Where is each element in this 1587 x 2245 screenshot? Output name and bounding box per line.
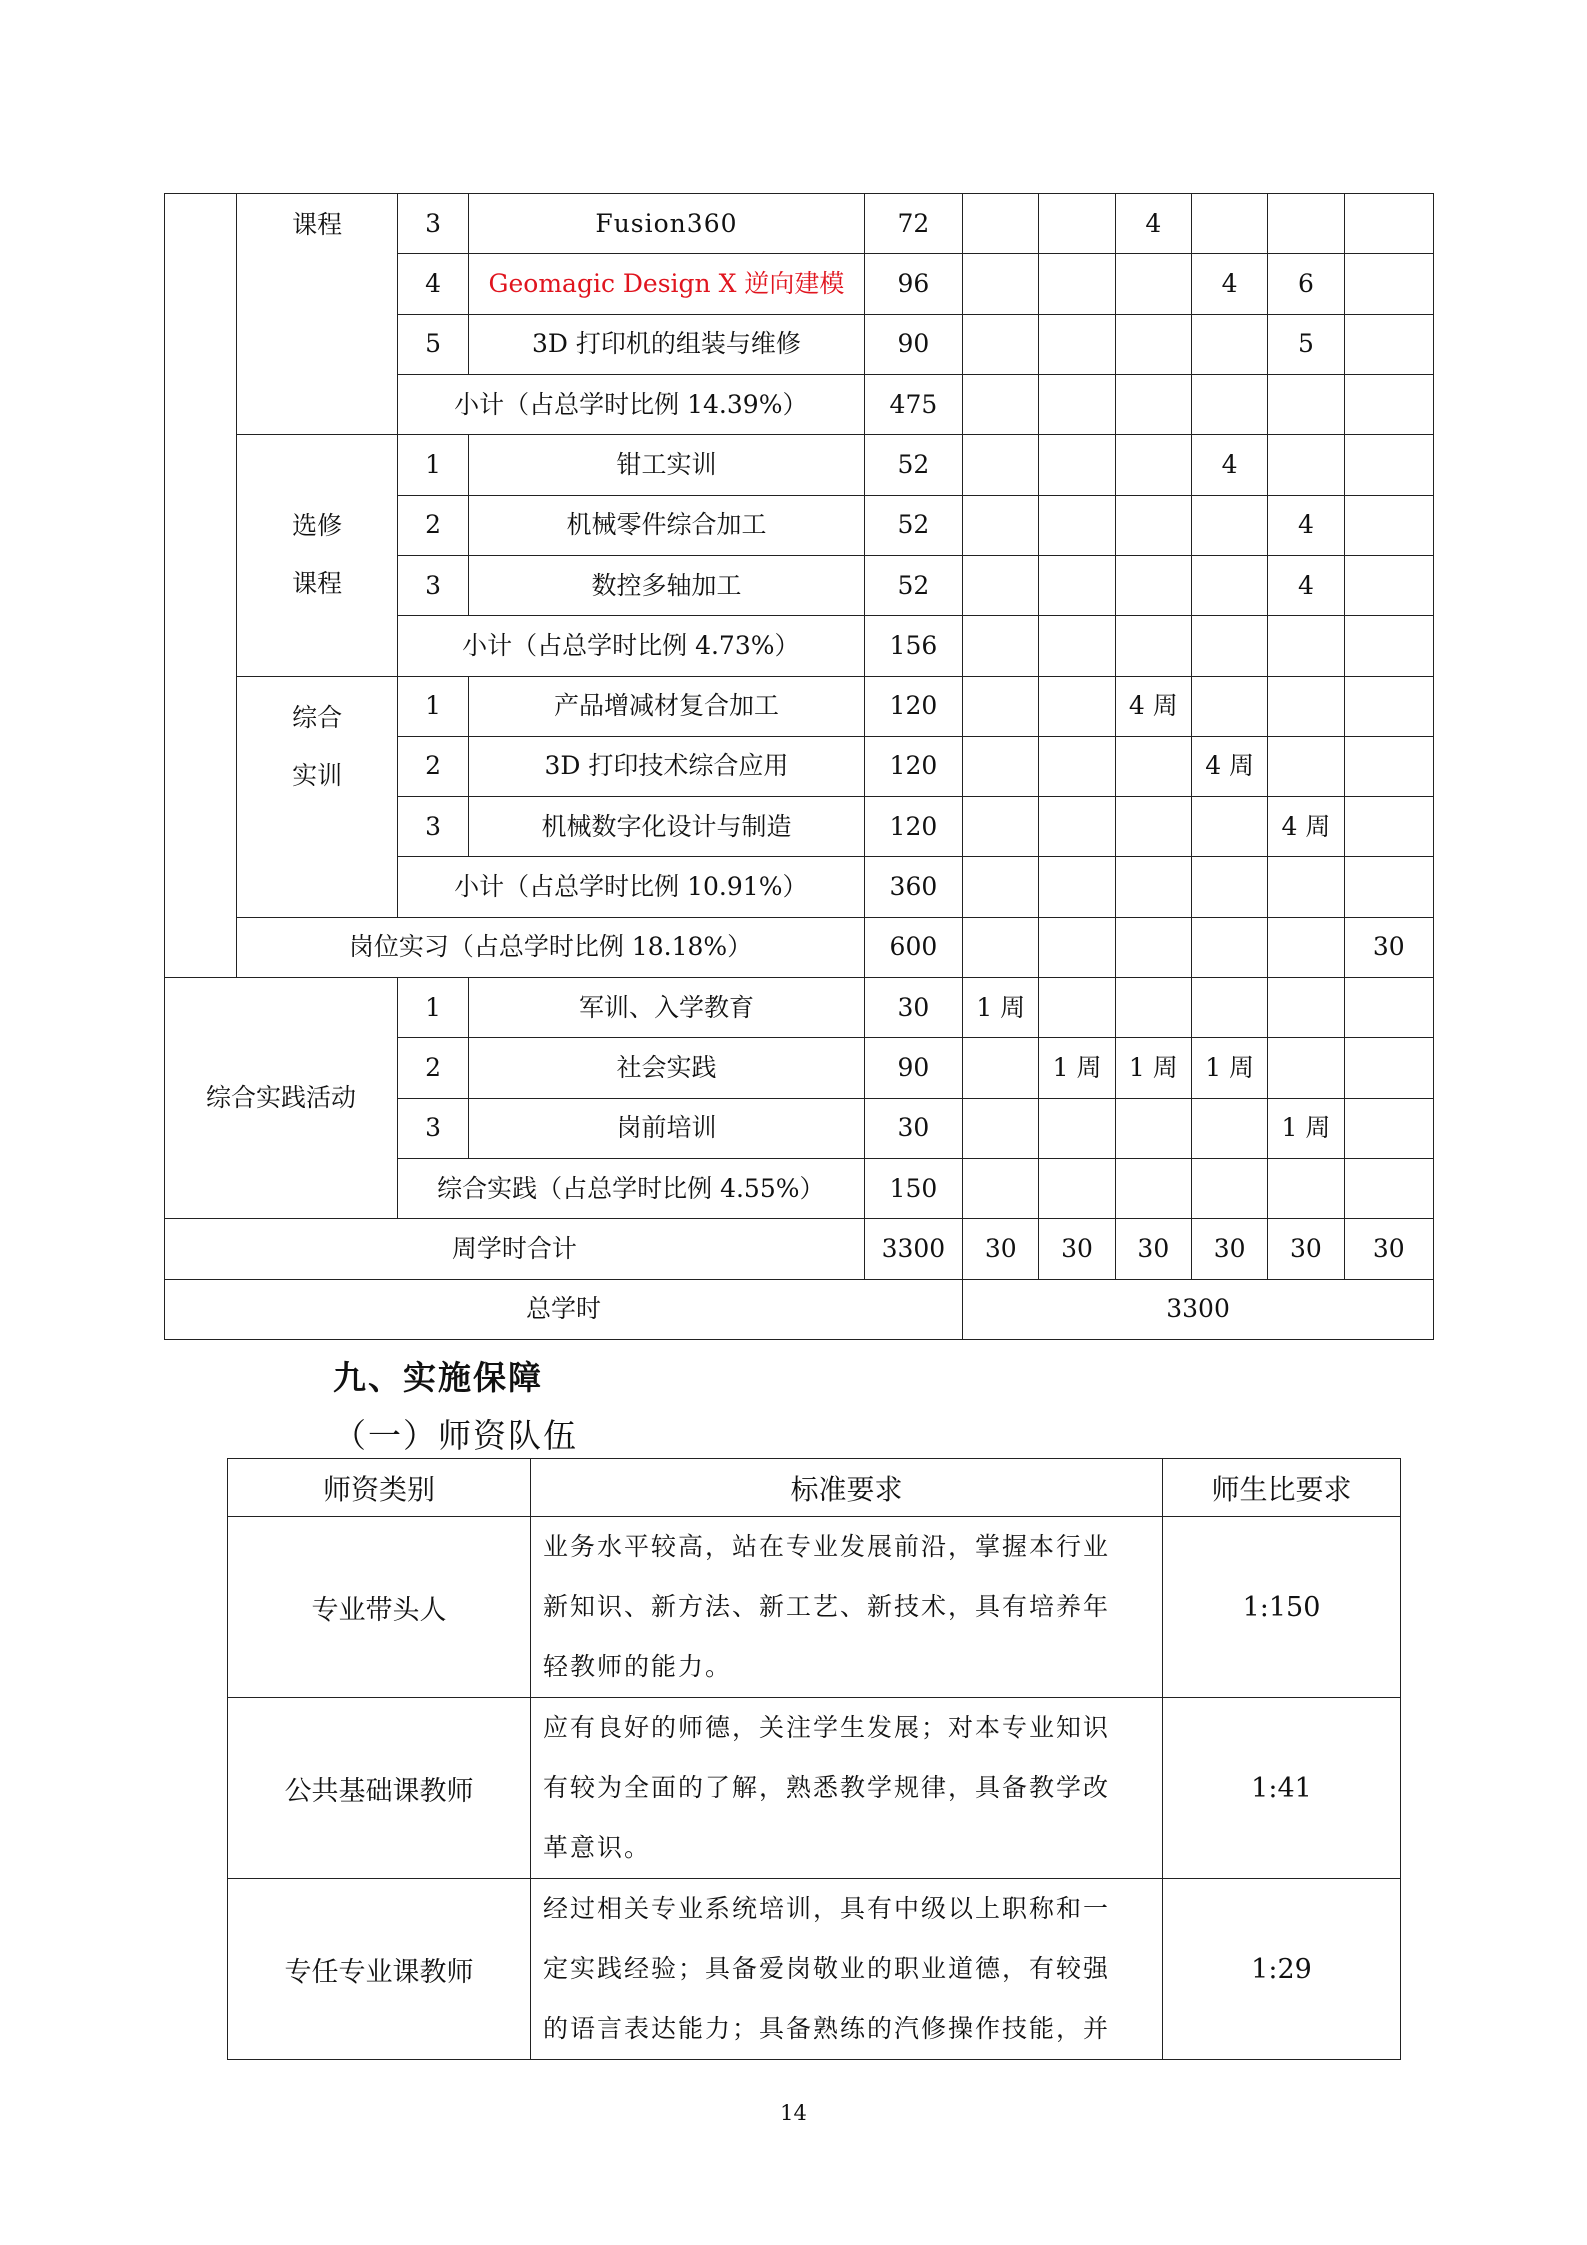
semester-cell: 1 周	[1039, 1038, 1115, 1098]
staff-type: 公共基础课教师	[228, 1698, 531, 1879]
hours-cell: 96	[864, 254, 962, 314]
course-name: 机械零件综合加工	[469, 495, 865, 555]
column-header: 师资类别	[228, 1459, 531, 1517]
hours-cell: 150	[864, 1159, 962, 1219]
table-row	[165, 1279, 1434, 1339]
row-number: 3	[397, 1098, 468, 1158]
ratio-cell: 1:150	[1163, 1517, 1401, 1698]
semester-cell: 4	[1115, 194, 1191, 254]
course-name: Geomagic Design X 逆向建模	[469, 254, 865, 314]
course-name: 机械数字化设计与制造	[469, 797, 865, 857]
column-header: 师生比要求	[1163, 1459, 1401, 1517]
hours-cell: 90	[864, 1038, 962, 1098]
subsection-heading: （一）师资队伍	[333, 1416, 578, 1455]
hours-cell: 600	[864, 917, 962, 977]
row-number: 3	[397, 797, 468, 857]
hours-cell: 30	[864, 1098, 962, 1158]
section-heading: 九、实施保障	[333, 1358, 543, 1397]
course-name: 社会实践	[469, 1038, 865, 1098]
group-label: 选修 课程	[237, 435, 398, 676]
row-number: 2	[397, 736, 468, 796]
row-number: 5	[397, 314, 468, 374]
semester-cell: 4 周	[1115, 676, 1191, 736]
table-row	[165, 435, 1434, 495]
semester-cell: 30	[1039, 1219, 1115, 1279]
total-hours-value: 3300	[963, 1279, 1434, 1339]
hours-cell: 90	[864, 314, 962, 374]
page-number: 14	[780, 2101, 807, 2125]
table-row	[165, 1219, 1434, 1279]
semester-cell: 30	[1344, 1219, 1433, 1279]
group-label: 课程	[237, 194, 398, 435]
internship-label: 岗位实习（占总学时比例 18.18%）	[237, 917, 864, 977]
requirement-text: 经过相关专业系统培训，具有中级以上职称和一 定实践经验；具备爱岗敬业的职业道德，有较强 的语言表达能力；具备熟练的汽修操作技能，并	[531, 1879, 1163, 2060]
hours-cell: 72	[864, 194, 962, 254]
course-name: 军训、入学教育	[469, 978, 865, 1038]
subtotal-label: 小计（占总学时比例 10.91%）	[397, 857, 864, 917]
semester-cell: 1 周	[963, 978, 1039, 1038]
row-number: 3	[397, 194, 468, 254]
semester-cell: 30	[1191, 1219, 1267, 1279]
semester-cell: 1 周	[1191, 1038, 1267, 1098]
course-name: 钳工实训	[469, 435, 865, 495]
course-name: 岗前培训	[469, 1098, 865, 1158]
total-hours-label: 总学时	[165, 1279, 963, 1339]
course-name: 3D 打印技术综合应用	[469, 736, 865, 796]
semester-cell: 30	[1268, 1219, 1344, 1279]
table-row	[228, 1879, 1401, 2060]
semester-cell: 4	[1268, 555, 1344, 615]
hours-cell: 3300	[864, 1219, 962, 1279]
semester-cell: 4	[1191, 435, 1267, 495]
semester-cell: 5	[1268, 314, 1344, 374]
hours-cell: 475	[864, 374, 962, 434]
row-number: 2	[397, 1038, 468, 1098]
semester-cell: 4	[1268, 495, 1344, 555]
semester-cell: 30	[963, 1219, 1039, 1279]
row-number: 4	[397, 254, 468, 314]
semester-cell: 30	[1344, 917, 1433, 977]
semester-cell: 1 周	[1115, 1038, 1191, 1098]
weekly-total-label: 周学时合计	[165, 1219, 865, 1279]
row-number: 3	[397, 555, 468, 615]
row-number: 2	[397, 495, 468, 555]
hours-cell: 120	[864, 797, 962, 857]
row-number: 1	[397, 435, 468, 495]
row-number: 1	[397, 676, 468, 736]
hours-cell: 30	[864, 978, 962, 1038]
semester-cell: 4 周	[1268, 797, 1344, 857]
table-row	[228, 1517, 1401, 1698]
semester-cell: 1 周	[1268, 1098, 1344, 1158]
course-name: 数控多轴加工	[469, 555, 865, 615]
hours-cell: 156	[864, 616, 962, 676]
table-row	[165, 676, 1434, 736]
hours-cell: 120	[864, 676, 962, 736]
semester-cell: 4 周	[1191, 736, 1267, 796]
hours-cell: 52	[864, 435, 962, 495]
requirement-text: 应有良好的师德，关注学生发展；对本专业知识 有较为全面的了解，熟悉教学规律，具备教学改 革意识。	[531, 1698, 1163, 1879]
semester-cell: 4	[1191, 254, 1267, 314]
group-label: 综合实践活动	[165, 978, 398, 1219]
hours-cell: 52	[864, 495, 962, 555]
hours-cell: 360	[864, 857, 962, 917]
table-row	[165, 194, 1434, 254]
group-label: 综合 实训	[237, 676, 398, 917]
table-row	[165, 917, 1434, 977]
semester-cell: 30	[1115, 1219, 1191, 1279]
table-row	[228, 1698, 1401, 1879]
subtotal-label: 综合实践（占总学时比例 4.55%）	[397, 1159, 864, 1219]
ratio-cell: 1:29	[1163, 1879, 1401, 2060]
subtotal-label: 小计（占总学时比例 14.39%）	[397, 374, 864, 434]
course-name: Fusion360	[469, 194, 865, 254]
table-row	[165, 978, 1434, 1038]
semester-cell: 6	[1268, 254, 1344, 314]
course-name: 3D 打印机的组装与维修	[469, 314, 865, 374]
table-header-row	[228, 1459, 1401, 1517]
hours-cell: 120	[864, 736, 962, 796]
subtotal-label: 小计（占总学时比例 4.73%）	[397, 616, 864, 676]
staff-type: 专业带头人	[228, 1517, 531, 1698]
column-header: 标准要求	[531, 1459, 1163, 1517]
course-name: 产品增减材复合加工	[469, 676, 865, 736]
staff-table	[227, 1458, 1401, 2060]
staff-type: 专任专业课教师	[228, 1879, 531, 2060]
row-number: 1	[397, 978, 468, 1038]
hours-cell: 52	[864, 555, 962, 615]
requirement-text: 业务水平较高，站在专业发展前沿，掌握本行业 新知识、新方法、新工艺、新技术，具有培养年 轻教师的能力。	[531, 1517, 1163, 1698]
ratio-cell: 1:41	[1163, 1698, 1401, 1879]
curriculum-table	[164, 193, 1434, 1340]
category-cell	[165, 194, 237, 978]
